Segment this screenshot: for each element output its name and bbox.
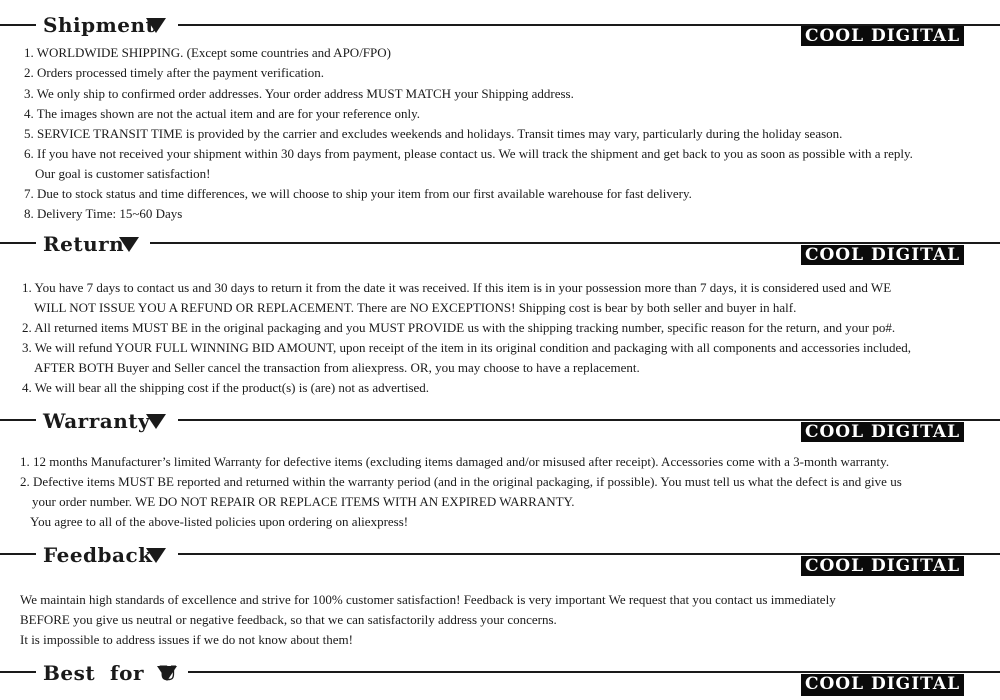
return-section-title: Return [43, 232, 125, 256]
triangle-down-icon [146, 18, 166, 33]
divider-right [188, 671, 1000, 673]
brand-badge: COOL DIGITAL [801, 245, 964, 265]
brand-badge: COOL DIGITAL [801, 422, 964, 442]
brand-badge: COOL DIGITAL [801, 26, 964, 46]
feedback-line: It is impossible to address issues if we do not know about them! [20, 632, 353, 647]
divider-right [178, 553, 1000, 555]
return-line: 2. All returned items MUST BE in the original packaging and you MUST PROVIDE us with the shipping tracking number, specific reason for the return, and your po#. [22, 320, 896, 335]
shipment-line: 1. WORLDWIDE SHIPPING. (Except some countries and APO/FPO) [24, 45, 391, 60]
shipment-line: 5. SERVICE TRANSIT TIME is provided by the carrier and excludes weekends and holidays. Transit times may vary, particularly during the holiday season. [24, 126, 843, 141]
shipment-line: 7. Due to stock status and time differences, we will choose to ship your item from our first available warehouse for fast delivery. [24, 186, 692, 201]
shipment-line: Our goal is customer satisfaction! [35, 166, 211, 181]
feedback-section-title: Feedback [43, 543, 153, 567]
divider-left [0, 242, 36, 244]
shipment-section-title: Shipment [43, 13, 156, 37]
return-line: 4. We will bear all the shipping cost if the product(s) is (are) not as advertised. [22, 380, 430, 395]
divider-left [0, 671, 36, 673]
feedback-line: We maintain high standards of excellence and strive for 100% customer satisfaction! Feedback is very important We request that you contact us immediately [20, 592, 836, 607]
divider-right [178, 419, 1000, 421]
feedback-line: BEFORE you give us neutral or negative feedback, so that we can satisfactorily address your concerns. [20, 612, 557, 627]
return-line: 1. You have 7 days to contact us and 30 days to return it from the date it was received. If this item is in your possession more than 7 days, it is considered used and WE [22, 280, 892, 295]
warranty-line: You agree to all of the above-listed policies upon ordering on aliexpress! [30, 514, 409, 529]
shipment-line: 3. We only ship to confirmed order addresses. Your order address MUST MATCH your Shipping address. [24, 86, 574, 101]
return-line: AFTER BOTH Buyer and Seller cancel the transaction from aliexpress. OR, you may choose to have a replacement. [34, 360, 640, 375]
shipment-line: 8. Delivery Time: 15~60 Days [24, 206, 183, 221]
best-section-title: Best for U [43, 661, 177, 685]
triangle-down-icon [157, 666, 177, 681]
divider-left [0, 553, 36, 555]
return-line: 3. We will refund YOUR FULL WINNING BID AMOUNT, upon receipt of the item in its original condition and packaging with all components and accessories included, [22, 340, 912, 355]
warranty-line: your order number. WE DO NOT REPAIR OR REPLACE ITEMS WITH AN EXPIRED WARRANTY. [32, 494, 575, 509]
triangle-down-icon [119, 237, 139, 252]
warranty-line: 2. Defective items MUST BE reported and returned within the warranty period (and in the original packaging, if possible). You must tell us what the defect is and give us [20, 474, 902, 489]
warranty-line: 1. 12 months Manufacturer’s limited Warranty for defective items (excluding items damaged and/or misused after receipt). Accessories come with a 3-month warranty. [20, 454, 890, 469]
divider-right [150, 242, 1000, 244]
return-line: WILL NOT ISSUE YOU A REFUND OR REPLACEMENT. There are NO EXCEPTIONS! Shipping cost is bear by both seller and buyer in half. [34, 300, 797, 315]
triangle-down-icon [146, 548, 166, 563]
divider-left [0, 419, 36, 421]
brand-badge: COOL DIGITAL [801, 674, 964, 696]
divider-left [0, 24, 36, 26]
triangle-down-icon [146, 414, 166, 429]
brand-badge: COOL DIGITAL [801, 556, 964, 576]
warranty-section-title: Warranty [43, 409, 151, 433]
shipment-line: 4. The images shown are not the actual item and are for your reference only. [24, 106, 420, 121]
shipment-line: 2. Orders processed timely after the payment verification. [24, 65, 324, 80]
shipment-line: 6. If you have not received your shipment within 30 days from payment, please contact us. We will track the shipment and get back to you as soon as possible with a reply. [24, 146, 913, 161]
